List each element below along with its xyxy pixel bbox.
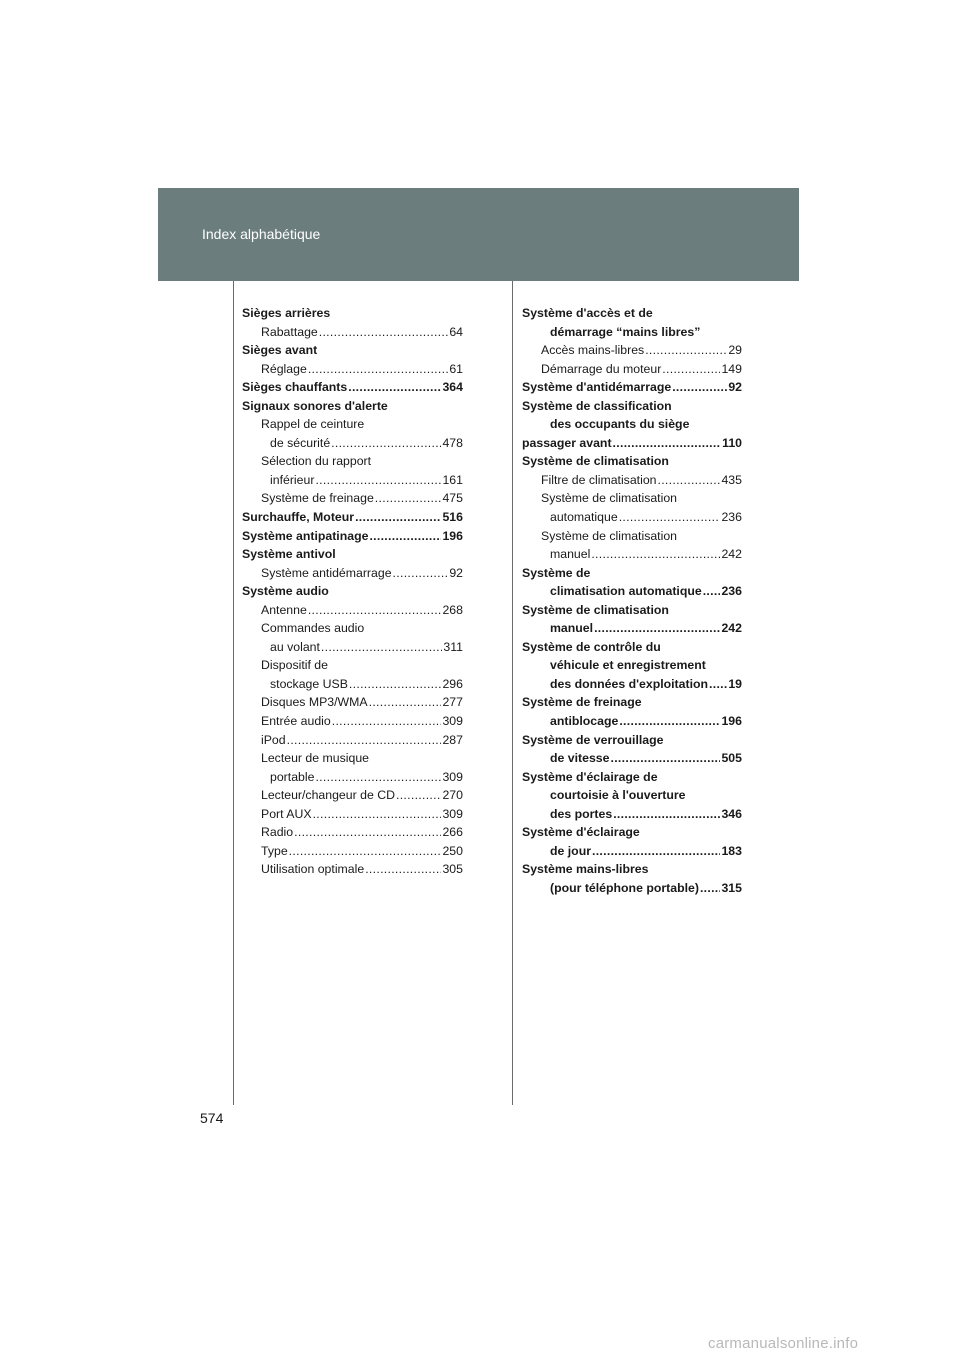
dot-leader xyxy=(289,842,442,861)
entry-label: Sièges chauffants xyxy=(242,380,348,395)
dot-leader xyxy=(396,786,441,805)
dot-leader xyxy=(613,805,720,824)
entry-label: courtoisie à l'ouverture xyxy=(550,788,686,803)
entry-label: des occupants du siège xyxy=(550,417,690,432)
entry-page-number: 250 xyxy=(442,843,463,858)
index-entry xyxy=(522,601,742,620)
dot-leader xyxy=(662,360,720,379)
dot-leader xyxy=(375,489,442,508)
entry-label: Système d'antidémarrage xyxy=(522,380,672,395)
index-entry xyxy=(242,823,463,842)
index-entry xyxy=(522,397,742,416)
entry-label: Système antivol xyxy=(242,547,336,562)
entry-label: de vitesse xyxy=(550,751,610,766)
dot-leader xyxy=(591,545,720,564)
index-entry xyxy=(522,693,742,712)
entry-label: Disques MP3/WMA xyxy=(261,695,368,710)
entry-page-number: 196 xyxy=(721,714,742,729)
entry-label: antiblocage xyxy=(550,714,619,729)
entry-label: Système de contrôle du xyxy=(522,639,661,654)
dot-leader xyxy=(592,842,720,861)
entry-label: stockage USB xyxy=(270,676,348,691)
index-column-right xyxy=(522,304,742,898)
entry-label: Rabattage xyxy=(261,324,318,339)
index-entry xyxy=(522,545,742,564)
entry-label: Accès mains-libres xyxy=(541,343,645,358)
entry-label: Système d'éclairage de xyxy=(522,769,658,784)
index-entry xyxy=(522,749,742,768)
index-entry xyxy=(242,341,463,360)
index-entry xyxy=(522,805,742,824)
index-entry xyxy=(522,582,742,601)
index-entry xyxy=(242,860,463,879)
index-entry xyxy=(522,452,742,471)
entry-label: Système audio xyxy=(242,584,329,599)
index-entry xyxy=(242,619,463,638)
entry-label: passager avant xyxy=(522,435,612,450)
index-entry xyxy=(242,675,463,694)
dot-leader xyxy=(393,564,449,583)
dot-leader xyxy=(332,712,442,731)
entry-label: Commandes audio xyxy=(261,621,365,636)
entry-label: Système antipatinage xyxy=(242,528,369,543)
dot-leader xyxy=(294,823,441,842)
index-entry xyxy=(522,304,742,323)
entry-label: Type xyxy=(261,843,288,858)
index-entry xyxy=(242,805,463,824)
entry-label: Système de climatisation xyxy=(522,454,669,469)
entry-label: démarrage “mains libres” xyxy=(550,324,701,339)
entry-label: automatique xyxy=(550,510,618,525)
index-entry xyxy=(242,601,463,620)
dot-leader xyxy=(319,323,449,342)
entry-label: inférieur xyxy=(270,472,315,487)
column-divider-middle xyxy=(512,281,513,1105)
entry-page-number: 346 xyxy=(721,806,742,821)
entry-label: Lecteur/changeur de CD xyxy=(261,788,395,803)
entry-label: Entrée audio xyxy=(261,714,331,729)
entry-page-number: 505 xyxy=(721,751,742,766)
index-entry xyxy=(522,860,742,879)
index-entry xyxy=(242,508,463,527)
dot-leader xyxy=(287,731,442,750)
index-entry xyxy=(522,471,742,490)
dot-leader xyxy=(594,619,720,638)
entry-page-number: 516 xyxy=(442,510,463,525)
entry-page-number: 61 xyxy=(449,361,463,376)
entry-page-number: 266 xyxy=(442,825,463,840)
entry-label: Système de freinage xyxy=(522,695,642,710)
index-entry xyxy=(242,471,463,490)
entry-page-number: 309 xyxy=(442,806,463,821)
entry-label: Antenne xyxy=(261,602,307,617)
index-entry xyxy=(522,341,742,360)
entry-label: Système de climatisation xyxy=(522,602,669,617)
entry-page-number: 149 xyxy=(721,361,742,376)
entry-label: Utilisation optimale xyxy=(261,862,365,877)
entry-label: de sécurité xyxy=(270,435,331,450)
entry-label: Sièges avant xyxy=(242,343,318,358)
index-entry xyxy=(242,304,463,323)
entry-label: des portes xyxy=(550,806,613,821)
index-entry xyxy=(522,712,742,731)
entry-label: manuel xyxy=(550,547,591,562)
index-entry xyxy=(522,415,742,434)
entry-page-number: 364 xyxy=(442,380,463,395)
entry-page-number: 92 xyxy=(728,380,742,395)
index-entry xyxy=(242,712,463,731)
index-entry xyxy=(242,360,463,379)
index-entry xyxy=(242,415,463,434)
index-entry xyxy=(242,397,463,416)
dot-leader xyxy=(645,341,727,360)
entry-label: au volant xyxy=(270,639,320,654)
entry-label: Système d'éclairage xyxy=(522,825,640,840)
index-entry xyxy=(242,749,463,768)
entry-label: Surchauffe, Moteur xyxy=(242,510,355,525)
entry-label: iPod xyxy=(261,732,286,747)
entry-label: Réglage xyxy=(261,361,307,376)
index-entry xyxy=(242,545,463,564)
dot-leader xyxy=(315,471,441,490)
entry-label: Sièges arrières xyxy=(242,306,331,320)
entry-page-number: 270 xyxy=(442,788,463,803)
entry-label: Système de climatisation xyxy=(541,528,678,543)
index-entry xyxy=(522,434,742,453)
index-entry xyxy=(522,823,742,842)
dot-leader xyxy=(313,805,442,824)
entry-page-number: 183 xyxy=(721,843,742,858)
index-entry xyxy=(242,842,463,861)
index-entry xyxy=(522,638,742,657)
entry-label: véhicule et enregistrement xyxy=(550,658,706,673)
dot-leader xyxy=(369,527,441,546)
dot-leader xyxy=(308,601,442,620)
index-entry xyxy=(242,731,463,750)
index-entry xyxy=(522,768,742,787)
dot-leader xyxy=(365,860,441,879)
index-entry xyxy=(522,323,742,342)
entry-label: Système de classification xyxy=(522,398,672,413)
entry-label: Radio xyxy=(261,825,294,840)
entry-page-number: 305 xyxy=(442,862,463,877)
entry-label: Système mains-libres xyxy=(522,862,649,877)
dot-leader xyxy=(700,879,721,898)
entry-page-number: 236 xyxy=(721,510,742,525)
entry-label: Dispositif de xyxy=(261,658,328,673)
page-number: 574 xyxy=(200,1110,224,1126)
index-entry xyxy=(242,656,463,675)
watermark: carmanualsonline.info xyxy=(708,1335,859,1352)
dot-leader xyxy=(321,638,442,657)
entry-label: Système d'accès et de xyxy=(522,306,653,320)
entry-page-number: 29 xyxy=(728,343,742,358)
entry-page-number: 242 xyxy=(721,547,742,562)
entry-label: Système de climatisation xyxy=(541,491,678,506)
entry-label: Système de verrouillage xyxy=(522,732,664,747)
dot-leader xyxy=(709,675,727,694)
entry-label: de jour xyxy=(550,843,591,858)
column-divider-left xyxy=(233,281,234,1105)
entry-page-number: 268 xyxy=(442,602,463,617)
index-entry xyxy=(242,434,463,453)
entry-page-number: 478 xyxy=(442,435,463,450)
dot-leader xyxy=(658,471,721,490)
entry-page-number: 315 xyxy=(721,880,742,895)
index-entry xyxy=(242,527,463,546)
entry-label: climatisation automatique xyxy=(550,584,702,599)
entry-page-number: 92 xyxy=(449,565,463,580)
entry-label: Sélection du rapport xyxy=(261,454,372,469)
index-entry xyxy=(242,378,463,397)
entry-page-number: 110 xyxy=(722,435,742,450)
index-entry xyxy=(522,527,742,546)
index-entry xyxy=(242,768,463,787)
entry-label: Lecteur de musique xyxy=(261,751,370,766)
entry-page-number: 64 xyxy=(449,324,463,339)
index-entry xyxy=(242,452,463,471)
dot-leader xyxy=(331,434,441,453)
index-entry xyxy=(242,693,463,712)
index-entry xyxy=(242,323,463,342)
entry-label: Rappel de ceinture xyxy=(261,417,365,432)
entry-label: Système antidémarrage xyxy=(261,565,392,580)
index-entry xyxy=(522,378,742,397)
index-entry xyxy=(522,360,742,379)
index-entry xyxy=(522,786,742,805)
index-entry xyxy=(242,564,463,583)
dot-leader xyxy=(619,712,720,731)
dot-leader xyxy=(619,508,721,527)
entry-label: Filtre de climatisation xyxy=(541,472,657,487)
entry-label: Système de freinage xyxy=(261,491,374,506)
index-entry xyxy=(522,489,742,508)
entry-page-number: 277 xyxy=(442,695,463,710)
entry-label: des données d'exploitation xyxy=(550,676,709,691)
entry-page-number: 311 xyxy=(443,639,463,654)
dot-leader xyxy=(610,749,720,768)
index-entry xyxy=(242,489,463,508)
entry-page-number: 296 xyxy=(442,676,463,691)
index-entry xyxy=(522,842,742,861)
dot-leader xyxy=(672,378,727,397)
entry-page-number: 435 xyxy=(721,472,742,487)
dot-leader xyxy=(703,582,721,601)
dot-leader xyxy=(613,434,722,453)
entry-label: Signaux sonores d'alerte xyxy=(242,398,388,413)
dot-leader xyxy=(369,693,442,712)
section-header xyxy=(158,188,799,281)
dot-leader xyxy=(315,768,441,787)
index-entry xyxy=(522,564,742,583)
index-entry xyxy=(522,675,742,694)
index-entry xyxy=(522,656,742,675)
index-entry xyxy=(242,582,463,601)
section-title: Index alphabétique xyxy=(202,226,321,242)
entry-page-number: 309 xyxy=(442,714,463,729)
dot-leader xyxy=(349,675,442,694)
entry-label: portable xyxy=(270,769,315,784)
entry-label: Démarrage du moteur xyxy=(541,361,662,376)
entry-page-number: 242 xyxy=(721,621,742,636)
entry-page-number: 236 xyxy=(721,584,742,599)
entry-page-number: 161 xyxy=(442,472,463,487)
entry-page-number: 309 xyxy=(442,769,463,784)
entry-page-number: 196 xyxy=(442,528,463,543)
entry-label: Port AUX xyxy=(261,806,312,821)
index-column-left xyxy=(242,304,463,879)
index-entry xyxy=(522,508,742,527)
index-entry xyxy=(522,879,742,898)
dot-leader xyxy=(348,378,441,397)
entry-label: (pour téléphone portable) xyxy=(550,880,699,895)
index-entry xyxy=(242,638,463,657)
entry-label: Système de xyxy=(522,565,591,580)
entry-page-number: 287 xyxy=(442,732,463,747)
entry-page-number: 475 xyxy=(442,491,463,506)
entry-page-number: 19 xyxy=(728,676,742,691)
entry-label: manuel xyxy=(550,621,594,636)
dot-leader xyxy=(308,360,449,379)
index-entry xyxy=(522,731,742,750)
index-entry xyxy=(242,786,463,805)
index-entry xyxy=(522,619,742,638)
dot-leader xyxy=(355,508,441,527)
